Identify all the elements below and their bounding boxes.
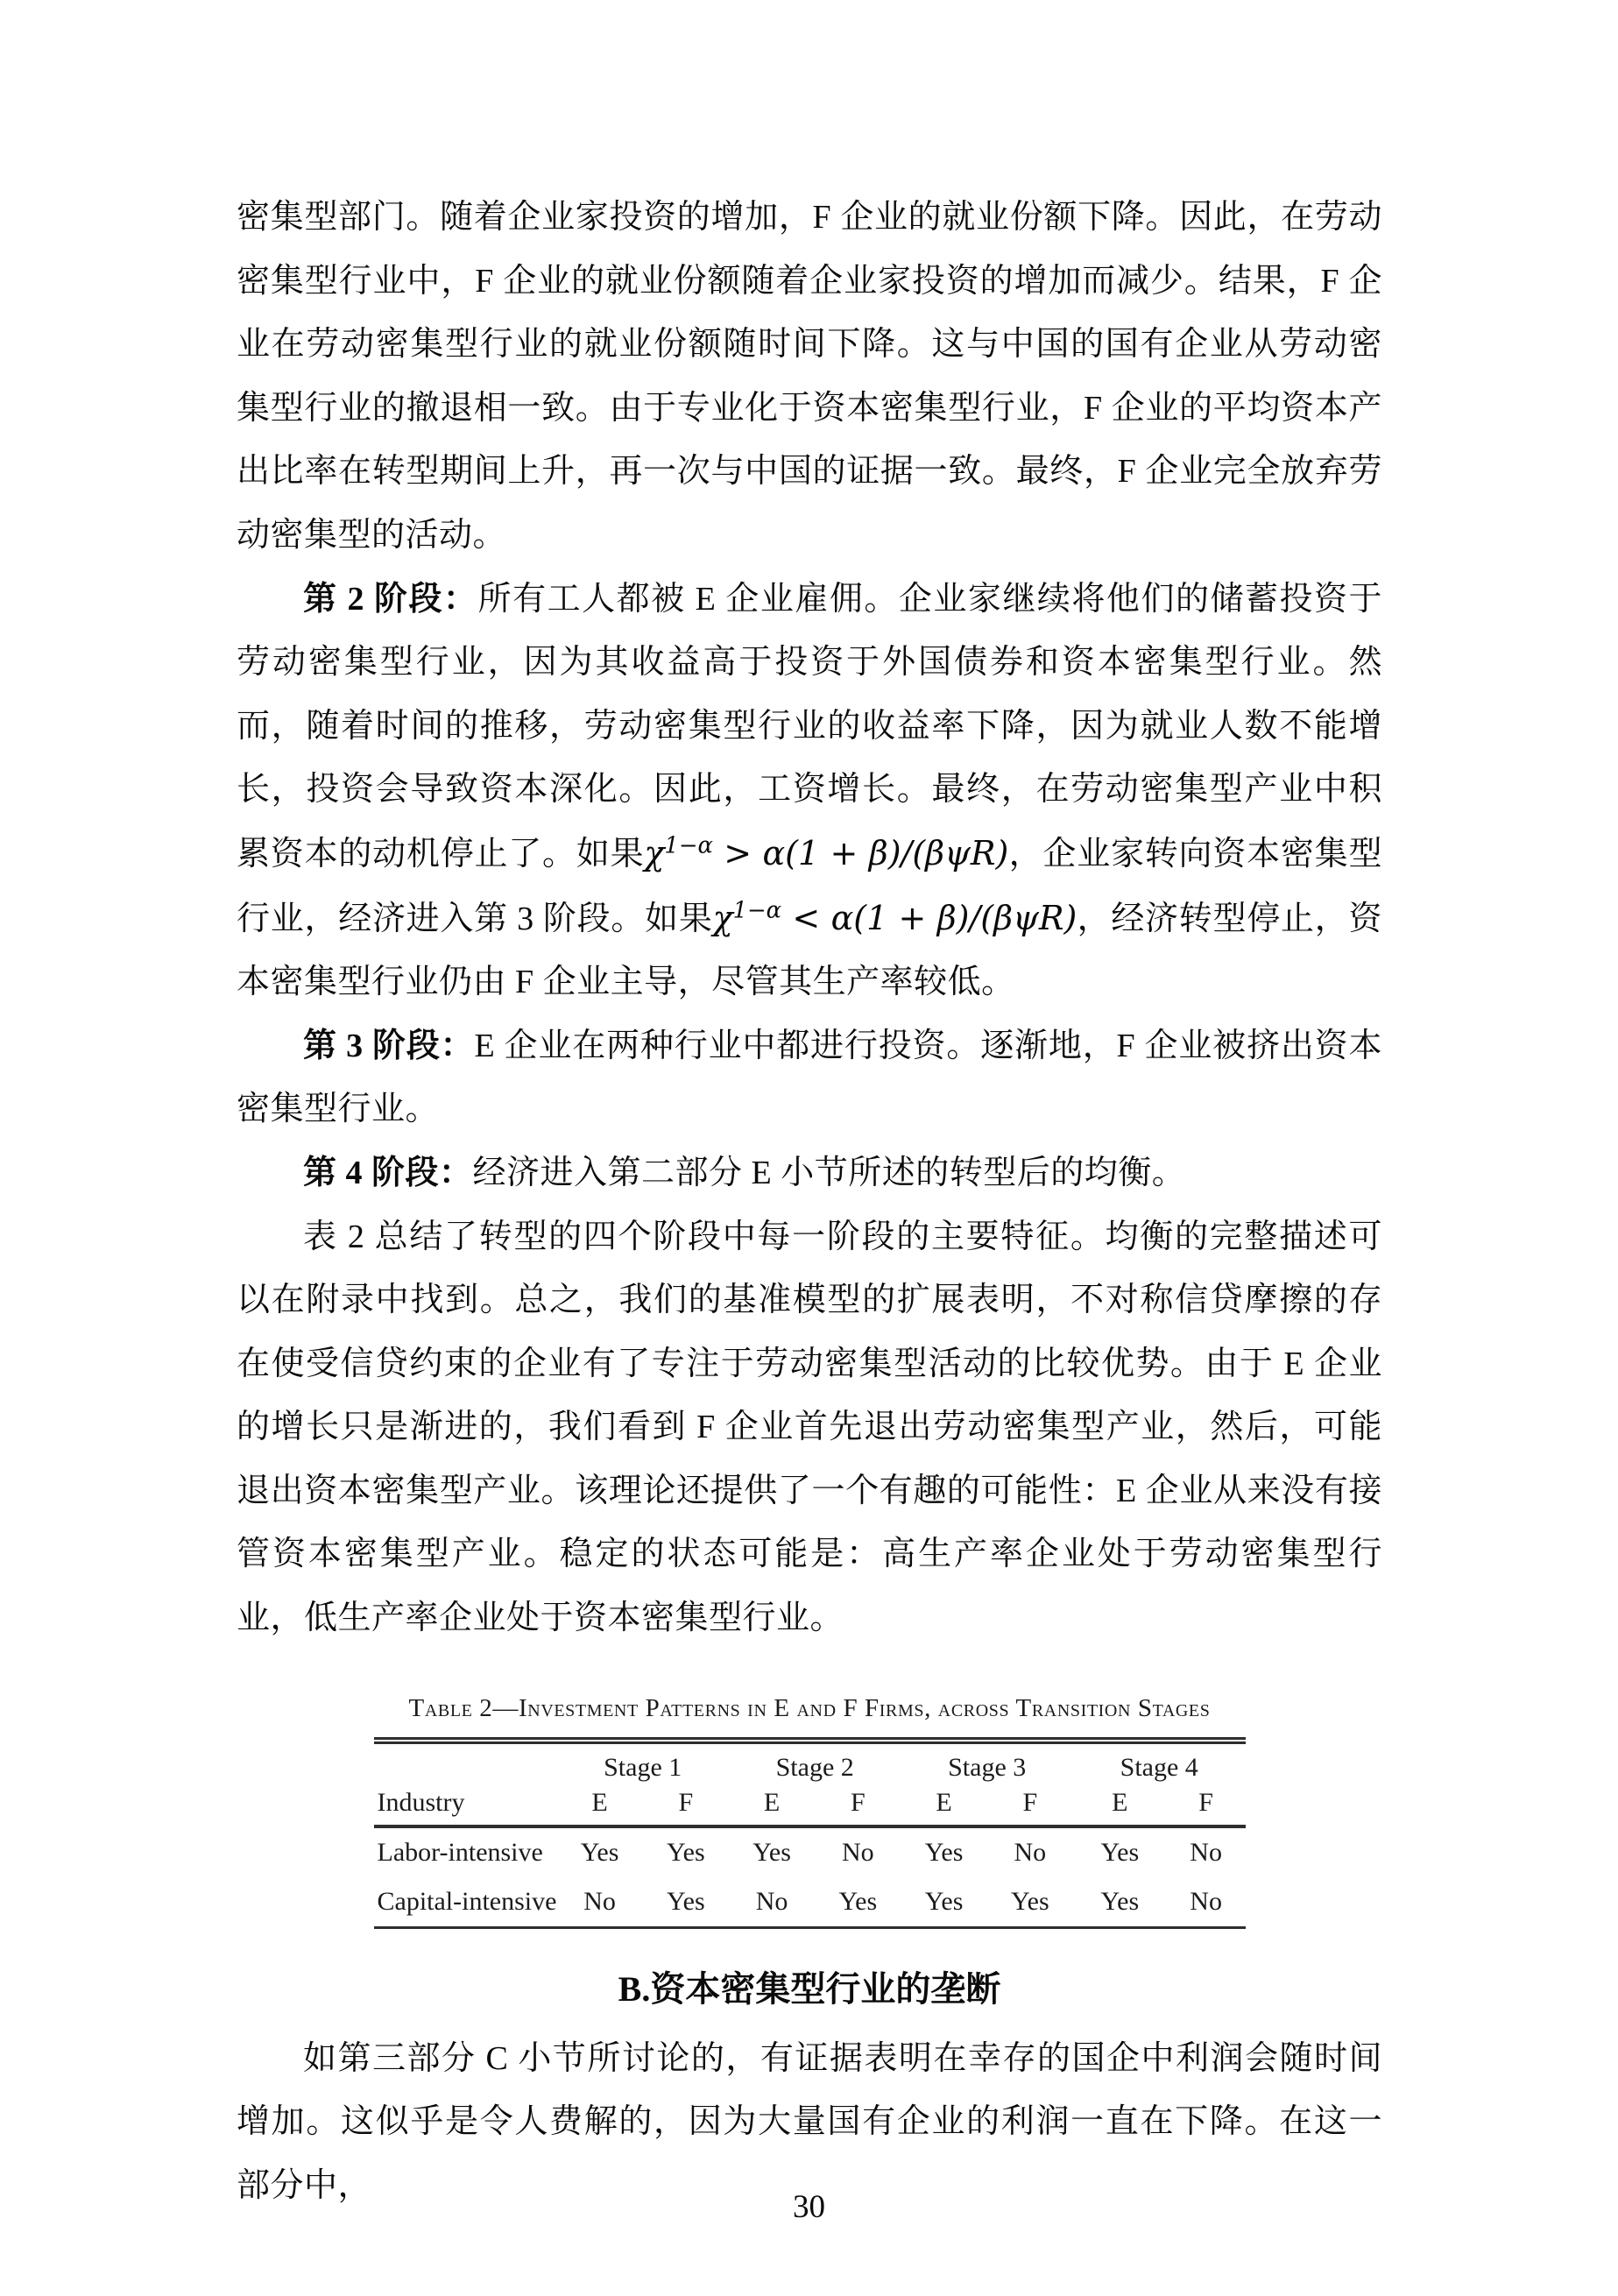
value-cell: Yes bbox=[924, 1837, 964, 1867]
stage-header-cell: Stage 3 bbox=[948, 1752, 1027, 1782]
bold-run: 第 2 阶段： bbox=[303, 580, 478, 618]
industry-label-cell: Capital-intensive bbox=[377, 1886, 557, 1916]
firm-type-header-cell: F bbox=[643, 1785, 729, 1826]
paragraph bbox=[237, 1141, 1382, 1205]
firm-type-header-cell: E bbox=[1073, 1785, 1167, 1826]
text-run: ，企业家转向资本密集型行业，经济进入第 3 阶段。如果 bbox=[237, 835, 1382, 937]
paragraph bbox=[237, 186, 1382, 568]
table-row bbox=[374, 1877, 1246, 1928]
value-cell: Yes bbox=[838, 1886, 878, 1916]
value-cell: No bbox=[1190, 1837, 1222, 1867]
text-run: 密集型部门。随着企业家投资的增加，F 企业的就业份额下降。因此，在劳动密集型行业中，F 企业的就业份额随着企业家投资的增加而减少。结果，F 企业在劳动密集型行业的就业份额随时间下降。这与中国的国有企业从劳动密集型行业的撤退相一致。由于专业化于资本密集型行业，F 企业的平均资本产出比率在转型期间上升，再一次与中国的证据一致。最终，F 企业完全放弃劳动密集型的活动。 bbox=[237, 199, 1382, 554]
text-run: 如第三部分 C 小节所讨论的，有证据表明在幸存的国企中利润会随时间增加。这似乎是令人费解的，因为大量国有企业的利润一直在下降。在这一部分中， bbox=[237, 2039, 1382, 2204]
table-row-stages bbox=[374, 1741, 1246, 1785]
value-cell: No bbox=[755, 1886, 788, 1916]
stage-header-cell: Stage 4 bbox=[1120, 1752, 1198, 1782]
value-cell: Yes bbox=[1100, 1886, 1140, 1916]
firm-type-header-cell: F bbox=[815, 1785, 901, 1826]
math-run: 1−α bbox=[664, 832, 713, 859]
table-2-header bbox=[374, 1741, 1246, 1826]
value-cell: Yes bbox=[924, 1886, 964, 1916]
text-run: 表 2 总结了转型的四个阶段中每一阶段的主要特征。均衡的完整描述可以在附录中找到。总之，我们的基准模型的扩展表明，不对称信贷摩擦的存在使受信贷约束的企业有了专注于劳动密集型活动的比较优势。由于 E 企业的增长只是渐进的，我们看到 F 企业首先退出劳动密集型产业，然后，可能退出资本密集型产业。该理论还提供了一个有趣的可能性：E 企业从来没有接管资本密集型产业。稳定的状态可能是：高生产率企业处于劳动密集型行业，低生产率企业处于资本密集型行业。 bbox=[237, 1218, 1382, 1637]
value-cell: No bbox=[1014, 1837, 1047, 1867]
stage-header-cell: Stage 1 bbox=[604, 1752, 682, 1782]
text-run: 所有工人都被 E 企业雇佣。企业家继续将他们的储蓄投资于劳动密集型行业，因为其收益高于投资于外国债券和资本密集型行业。然而，随着时间的推移，劳动密集型行业的收益率下降，因为就业人数不能增长，投资会导致资本深化。因此，工资增长。最终，在劳动密集型产业中积累资本的动机停止了。如果 bbox=[237, 580, 1382, 872]
paragraph bbox=[237, 1205, 1382, 1650]
value-cell: Yes bbox=[1100, 1837, 1140, 1867]
text-run: ，经济转型停止，资本密集型行业仍由 F 企业主导，尽管其生产率较低。 bbox=[237, 900, 1382, 1001]
table-corner-cell bbox=[374, 1741, 557, 1785]
bold-run: 第 4 阶段： bbox=[303, 1154, 473, 1191]
firm-type-header-cell: F bbox=[987, 1785, 1073, 1826]
table-row bbox=[374, 1826, 1246, 1877]
math-run: 1−α bbox=[732, 896, 782, 923]
table-2-title: Table 2—Investment Patterns in E and F Firms, across Transition Stages bbox=[408, 1693, 1211, 1722]
table-row-subheaders bbox=[374, 1785, 1246, 1826]
text-run: E 企业在两种行业中都进行投资。逐渐地，F 企业被挤出资本密集型行业。 bbox=[237, 1027, 1382, 1128]
math-run: χ bbox=[644, 833, 665, 872]
firm-type-header-cell: E bbox=[901, 1785, 986, 1826]
value-cell: No bbox=[841, 1837, 874, 1867]
firm-type-header-cell: F bbox=[1167, 1785, 1246, 1826]
value-cell: Yes bbox=[666, 1837, 705, 1867]
paragraph bbox=[237, 568, 1382, 1014]
bold-run: 第 3 阶段： bbox=[303, 1027, 475, 1064]
value-cell: Yes bbox=[752, 1837, 791, 1867]
value-cell: Yes bbox=[580, 1837, 619, 1867]
value-cell: No bbox=[583, 1886, 616, 1916]
stage-header-cell: Stage 2 bbox=[775, 1752, 854, 1782]
math-run: > α(1 + β)/(βψR) bbox=[712, 833, 1009, 872]
firm-type-header-cell: E bbox=[556, 1785, 642, 1826]
section-heading: B.资本密集型行业的垄断 bbox=[618, 1968, 1001, 2009]
industry-label-cell: Labor-intensive bbox=[377, 1837, 543, 1867]
firm-type-header-cell: E bbox=[729, 1785, 815, 1826]
value-cell: No bbox=[1190, 1886, 1222, 1916]
table-2 bbox=[374, 1737, 1246, 1929]
value-cell: Yes bbox=[1010, 1886, 1049, 1916]
paragraph bbox=[237, 1014, 1382, 1141]
industry-header-cell: Industry bbox=[374, 1785, 557, 1826]
page-content bbox=[237, 186, 1382, 2217]
math-run: χ bbox=[712, 898, 733, 937]
value-cell: Yes bbox=[666, 1886, 705, 1916]
math-run: < α(1 + β)/(βψR) bbox=[781, 898, 1077, 937]
table-2-block bbox=[374, 1694, 1246, 1929]
page-number: 30 bbox=[793, 2189, 825, 2225]
text-run: 经济进入第二部分 E 小节所述的转型后的均衡。 bbox=[472, 1154, 1186, 1191]
body-text bbox=[237, 186, 1382, 1650]
table-2-body bbox=[374, 1826, 1246, 1928]
